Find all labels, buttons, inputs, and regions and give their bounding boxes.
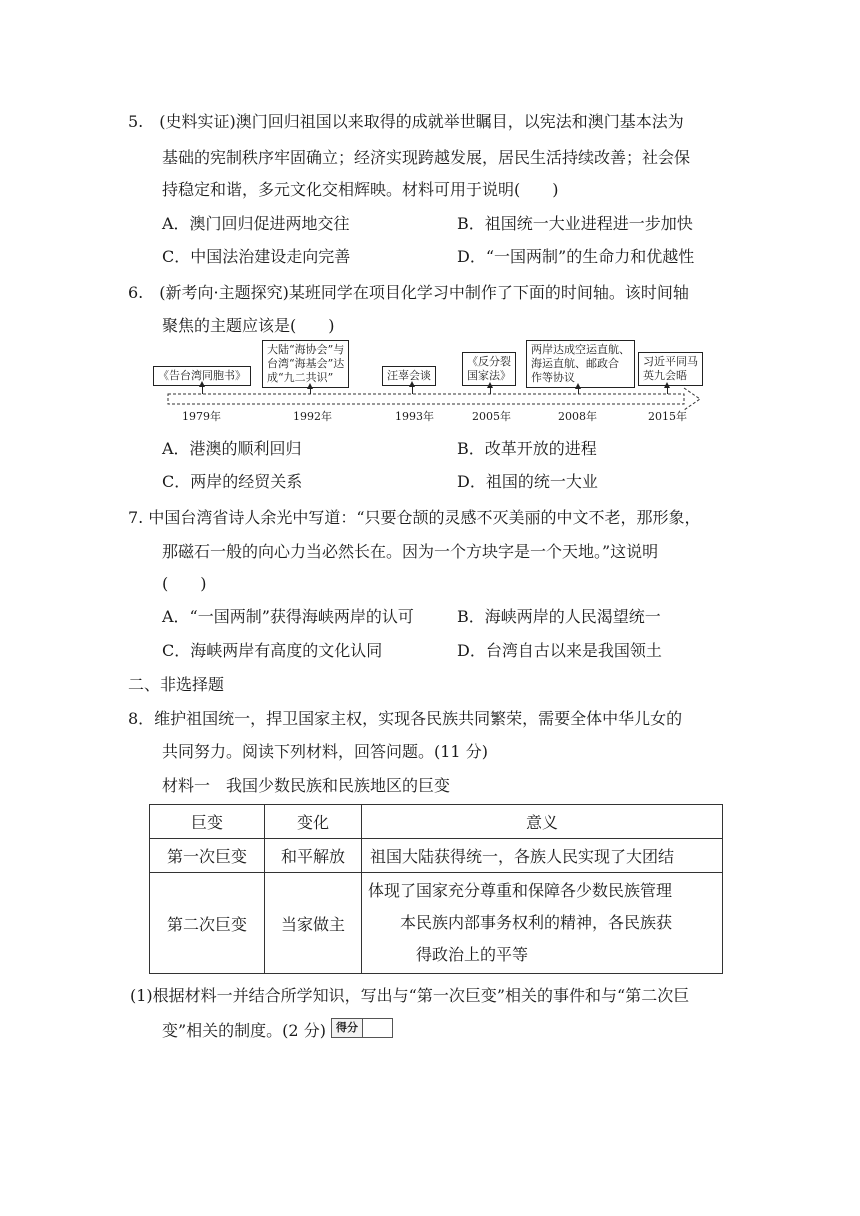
timeline-year: 2005年 <box>472 410 511 423</box>
table-row <box>150 839 723 873</box>
table-header: 意义 <box>362 805 723 839</box>
timeline-event-label: 海运直航、邮政合 <box>531 357 619 370</box>
q5-line-2: 基础的宪制秩序牢固确立；经济实现跨越发展，居民生活持续改善；社会保 <box>162 148 691 167</box>
timeline-arrow <box>490 387 491 394</box>
q7-option-b[interactable]: B．海峡两岸的人民渴望统一 <box>457 607 661 626</box>
table-cell: 和平解放 <box>265 839 362 873</box>
table-cell <box>362 873 723 974</box>
table-header: 巨变 <box>150 805 265 839</box>
timeline-year: 2015年 <box>648 410 687 423</box>
timeline-event-label: 英九会晤 <box>643 369 687 382</box>
q7-option-c[interactable]: C．海峡两岸有高度的文化认同 <box>162 641 383 660</box>
table-cell: 当家做主 <box>265 873 362 974</box>
timeline-arrow <box>412 386 413 394</box>
material-title: 材料一 我国少数民族和民族地区的巨变 <box>162 776 451 795</box>
timeline-event-label: 台湾“海基会”达 <box>267 357 345 370</box>
material-table <box>149 804 723 974</box>
table-cell-text: 祖国大陆获得统一，各族人民实现了大团结 <box>370 847 675 866</box>
timeline-event-2015 <box>638 352 703 386</box>
timeline-event-label: 国家法》 <box>467 369 511 382</box>
q8-line-1: 8．维护祖国统一，捍卫国家主权，实现各民族共同繁荣，需要全体中华儿女的 <box>128 709 683 728</box>
timeline <box>150 338 720 430</box>
timeline-event-label: 习近平同马 <box>643 355 698 368</box>
q7-line-2: 那磁石一般的向心力当必然长在。因为一个方块字是一个天地。”这说明 <box>162 542 659 561</box>
timeline-arrow <box>578 388 579 394</box>
q6-option-b[interactable]: B．改革开放的进程 <box>457 439 597 458</box>
timeline-arrow <box>667 387 668 394</box>
q8-line-2: 共同努力。阅读下列材料，回答问题。(11 分) <box>162 742 488 761</box>
timeline-year: 1979年 <box>182 410 221 423</box>
q8-sub1-line-1: (1)根据材料一并结合所学知识，写出与“第一次巨变”相关的事件和与“第二次巨 <box>130 986 690 1005</box>
q7-line-1: 7. 中国台湾省诗人余光中写道：“只要仓颉的灵感不灭美丽的中文不老，那形象， <box>128 508 701 527</box>
table-cell-text: 本民族内部事务权利的精神，各民族获 <box>400 913 673 932</box>
q5-option-b[interactable]: B．祖国统一大业进程进一步加快 <box>457 214 693 233</box>
table-cell: 第二次巨变 <box>150 873 265 974</box>
q6-line-1: 6. (新考向·主题探究)某班同学在项目化学习中制作了下面的时间轴。该时间轴 <box>128 283 689 302</box>
q6-option-c[interactable]: C．两岸的经贸关系 <box>162 472 303 491</box>
score-label: 得分 <box>332 1019 363 1037</box>
q5-line-3: 持稳定和谐，多元文化交相辉映。材料可用于说明( ) <box>162 180 559 199</box>
table-cell: 第一次巨变 <box>150 839 265 873</box>
timeline-event-label: 《告台湾同胞书》 <box>158 369 246 382</box>
table-row <box>150 873 723 974</box>
table-header-row <box>150 805 723 839</box>
q7-line-3: ( ) <box>162 574 207 593</box>
timeline-event-label: 作等协议 <box>531 371 575 384</box>
score-input-area[interactable] <box>363 1019 392 1037</box>
q7-option-a[interactable]: A．“一国两制”获得海峡两岸的认可 <box>162 607 414 626</box>
table-cell-text: 得政治上的平等 <box>416 945 529 964</box>
timeline-year: 1993年 <box>395 410 434 423</box>
q5-line-1: 5. (史料实证)澳门回归祖国以来取得的成就举世瞩目，以宪法和澳门基本法为 <box>128 112 684 131</box>
timeline-event-label: 两岸达成空运直航、 <box>531 343 630 356</box>
q5-option-d[interactable]: D．“一国两制”的生命力和优越性 <box>457 247 695 266</box>
timeline-year: 1992年 <box>293 410 332 423</box>
timeline-event-label: 成“九二共识” <box>267 371 334 384</box>
q6-line-2: 聚焦的主题应该是( ) <box>162 316 335 335</box>
q5-option-c[interactable]: C．中国法治建设走向完善 <box>162 247 351 266</box>
timeline-year: 2008年 <box>558 410 597 423</box>
table-header: 变化 <box>265 805 362 839</box>
score-box[interactable] <box>331 1018 393 1038</box>
q6-option-d[interactable]: D．祖国的统一大业 <box>457 472 598 491</box>
timeline-event-label: 《反分裂 <box>467 355 511 368</box>
q6-option-a[interactable]: A．港澳的顺利回归 <box>162 439 302 458</box>
q7-option-d[interactable]: D．台湾自古以来是我国领土 <box>457 641 662 660</box>
timeline-event-2005 <box>462 352 516 386</box>
q8-sub1-line-2: 变”相关的制度。(2 分) <box>162 1021 326 1040</box>
table-cell-text: 体现了国家充分尊重和保障各少数民族管理 <box>368 881 673 900</box>
q5-option-a[interactable]: A．澳门回归促进两地交往 <box>162 214 350 233</box>
timeline-event-2008 <box>526 340 635 388</box>
section-heading: 二、非选择题 <box>128 675 225 694</box>
timeline-arrow <box>310 388 311 394</box>
timeline-event-label: 汪辜会谈 <box>387 369 431 382</box>
timeline-event-label: 大陆“海协会”与 <box>267 343 345 356</box>
timeline-arrow <box>202 386 203 394</box>
timeline-event-1992 <box>262 340 349 388</box>
table-cell <box>362 839 723 873</box>
